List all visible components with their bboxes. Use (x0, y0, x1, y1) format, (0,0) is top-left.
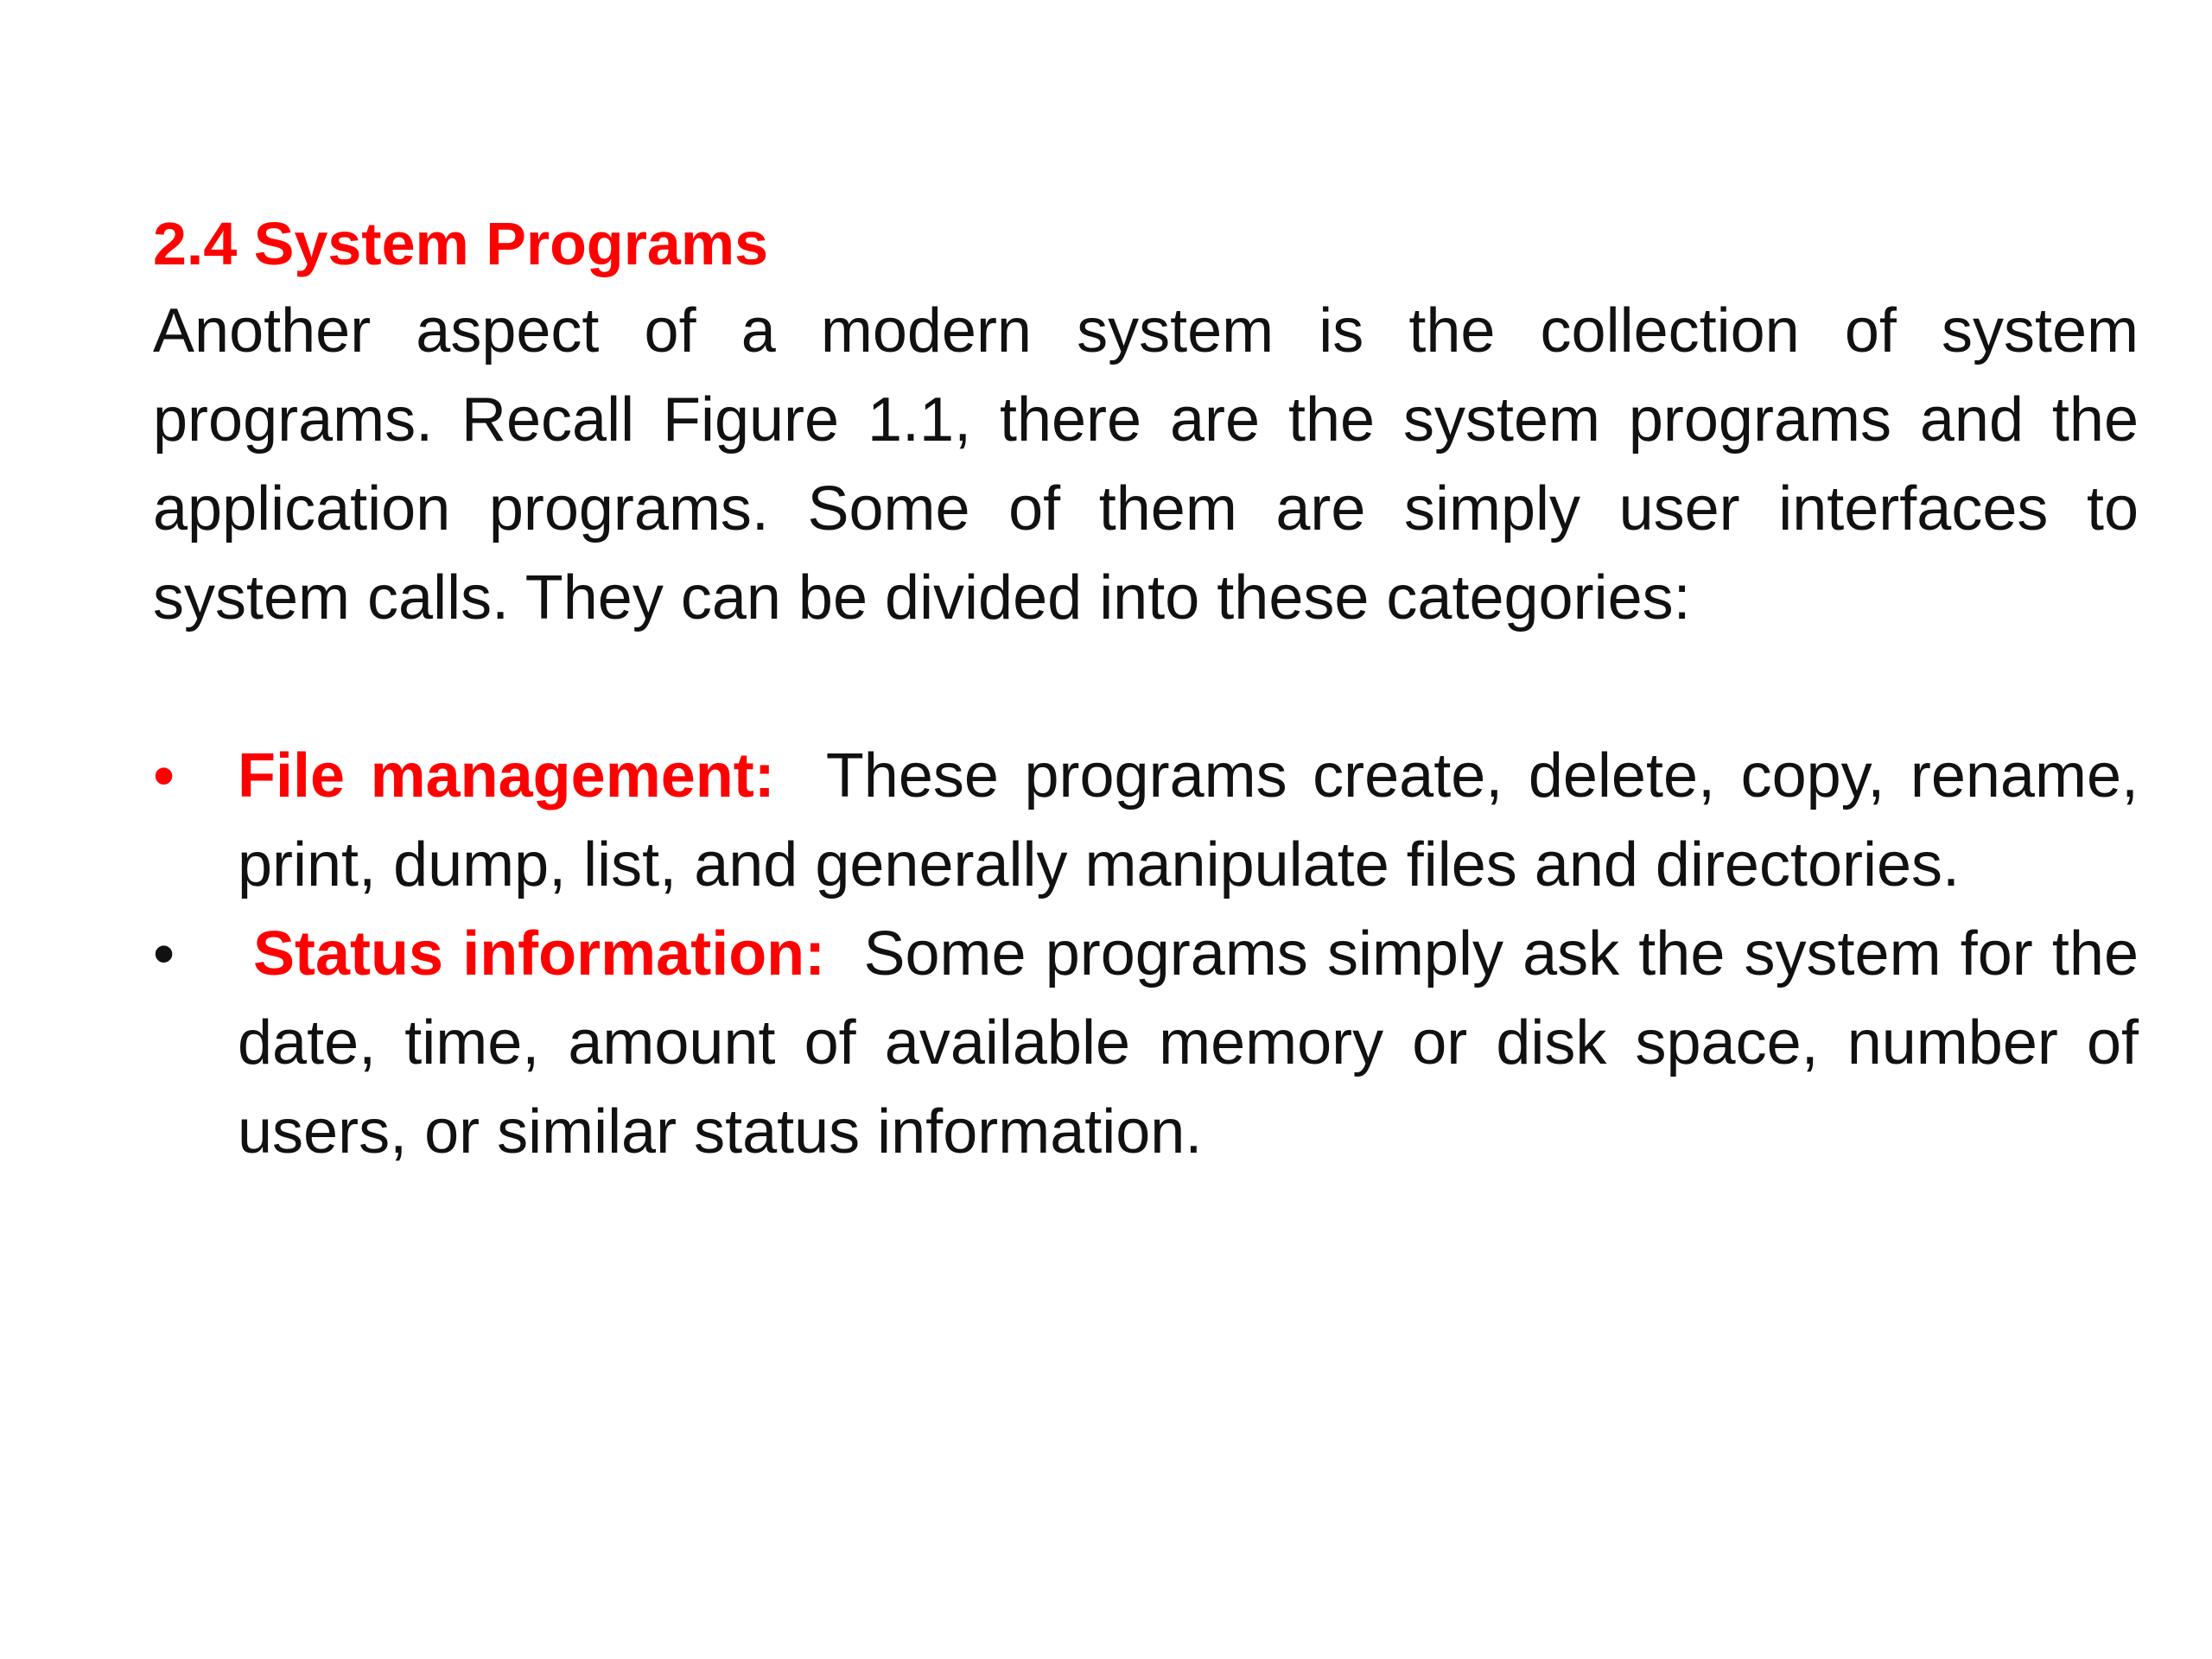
bullet-text: These programs create, delete, copy, rename, print, dump, list, and generally manipulate files and directories. (238, 741, 2139, 899)
bullet-icon: • (153, 919, 175, 988)
slide-content (153, 200, 2139, 1177)
category-list (153, 732, 2139, 1177)
slide-title: 2.4 System Programs (153, 210, 769, 277)
list-item (153, 732, 2139, 910)
bullet-term: Status information: (253, 919, 826, 988)
list-item (153, 910, 2139, 1177)
bullet-icon: • (153, 741, 175, 810)
bullet-term: File management: (238, 741, 775, 810)
intro-paragraph: Another aspect of a modern system is the collection of system programs. Recall Figure 1.1, there are the system programs and the application programs. Some of them are simply user interfaces to system calls. They can be divided into these categories: (153, 296, 2139, 632)
bullet-text: Some programs simply ask the system for the date, time, amount of available memory or disk space, number of users, or similar status information. (238, 919, 2139, 1166)
